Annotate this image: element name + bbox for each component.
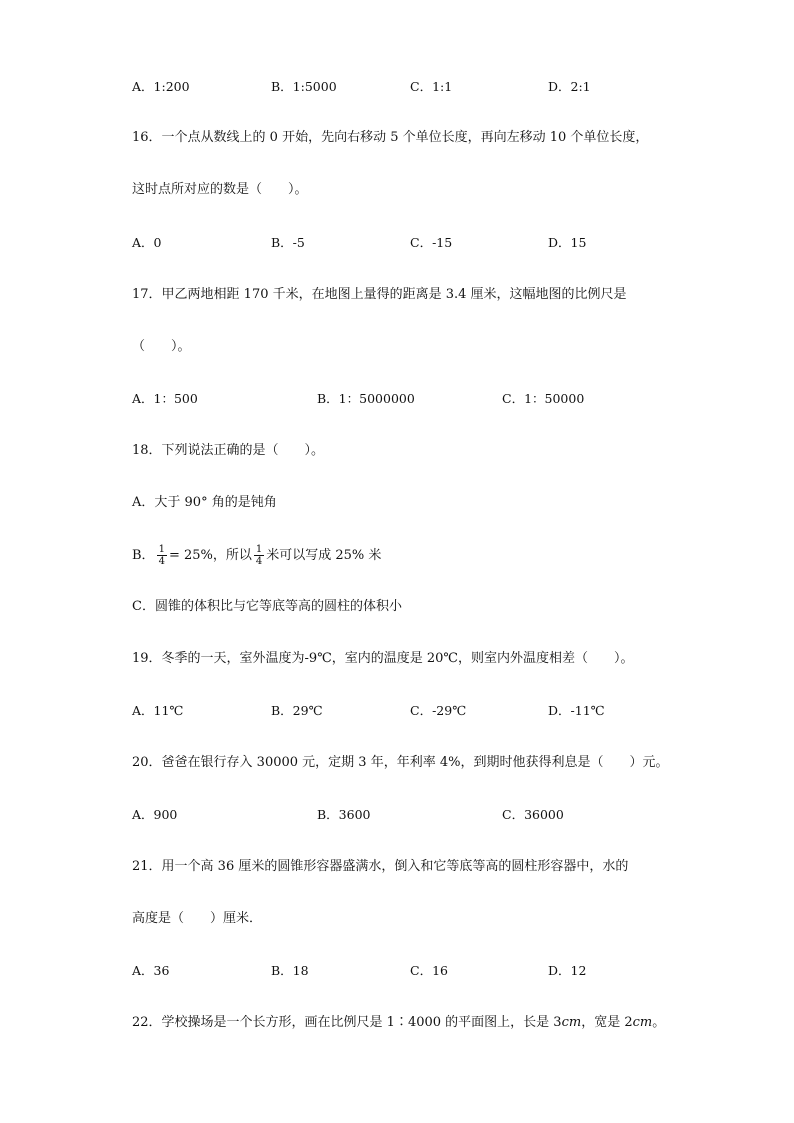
- q19-option-c: C．-29℃: [410, 703, 467, 718]
- fraction-one-quarter: [254, 544, 264, 567]
- fraction-denominator: 4: [158, 556, 165, 567]
- q18-option-b-prefix: B．: [132, 548, 155, 563]
- q22-stem-prefix: 22．学校操场是一个长方形，画在比例尺是 1∶4000 的平面图上，长是 3: [132, 1015, 562, 1030]
- q16-stem-line2: 这时点所对应的数是（ ）。: [132, 182, 308, 197]
- q17-stem-line1: 17．甲乙两地相距 170 千米，在地图上量得的距离是 3.4 厘米，这幅地图的比例尺是: [132, 287, 627, 302]
- q20-option-b: B．3600: [317, 807, 371, 822]
- unit-cm: cm: [561, 1015, 582, 1030]
- q18-option-b: [132, 543, 381, 569]
- q19-option-d: D．-11℃: [548, 703, 605, 718]
- q20-option-c: C．36000: [502, 807, 564, 822]
- q21-option-a: A．36: [132, 963, 170, 978]
- fraction-one-quarter: [157, 544, 167, 567]
- q18-stem: 18．下列说法正确的是（ ）。: [132, 443, 325, 458]
- q16-option-d: D．15: [548, 235, 587, 250]
- q15-option-d: D．2:1: [548, 79, 591, 94]
- q20-option-a: A．900: [132, 807, 178, 822]
- q16-stem-line1: 16．一个点从数线上的 0 开始，先向右移动 5 个单位长度，再向左移动 10 个单位长度，: [132, 130, 649, 145]
- q15-option-c: C．1:1: [410, 79, 453, 94]
- fraction-denominator: 4: [255, 556, 263, 567]
- q17-stem-line2: （ ）。: [132, 339, 191, 354]
- q15-option-a: A．1:200: [132, 79, 190, 94]
- q17-option-a: A．1：500: [132, 391, 198, 406]
- q21-option-b: B．18: [271, 963, 309, 978]
- q15-option-b: B．1:5000: [271, 79, 337, 94]
- q19-stem: 19．冬季的一天，室外温度为-9℃，室内的温度是 20℃，则室内外温度相差（ ）。: [132, 651, 634, 666]
- q18-option-b-equation: = 25%，所以: [168, 548, 252, 563]
- q19-option-b: B．29℃: [271, 703, 323, 718]
- q21-option-d: D．12: [548, 963, 587, 978]
- q18-option-c: C．圆锥的体积比与它等底等高的圆柱的体积小: [132, 599, 402, 614]
- q16-option-c: C．-15: [410, 235, 453, 250]
- q20-stem: 20．爸爸在银行存入 30000 元，定期 3 年，年利率 4%，到期时他获得利息是（ ）元。: [132, 755, 669, 770]
- q22-stem-mid: ，宽是 2: [581, 1015, 633, 1030]
- q16-option-b: B．-5: [271, 235, 305, 250]
- q21-stem-line1: 21．用一个高 36 厘米的圆锥形容器盛满水，倒入和它等底等高的圆柱形容器中，水的: [132, 859, 629, 874]
- q22-stem-suffix: 。: [652, 1015, 666, 1030]
- q18-option-b-suffix: 米可以写成 25% 米: [266, 548, 382, 563]
- q19-option-a: A．11℃: [132, 703, 184, 718]
- q17-option-c: C．1：50000: [502, 391, 585, 406]
- q16-option-a: A．0: [132, 235, 162, 250]
- fraction-numerator: 1: [255, 544, 263, 555]
- q17-option-b: B．1：5000000: [317, 391, 415, 406]
- fraction-numerator: 1: [158, 544, 165, 555]
- unit-cm: cm: [632, 1015, 653, 1030]
- q18-option-a: A．大于 90° 角的是钝角: [132, 495, 277, 510]
- q21-stem-line2: 高度是（ ）厘米．: [132, 911, 263, 926]
- q21-option-c: C．16: [410, 963, 448, 978]
- q22-stem: [132, 1014, 665, 1032]
